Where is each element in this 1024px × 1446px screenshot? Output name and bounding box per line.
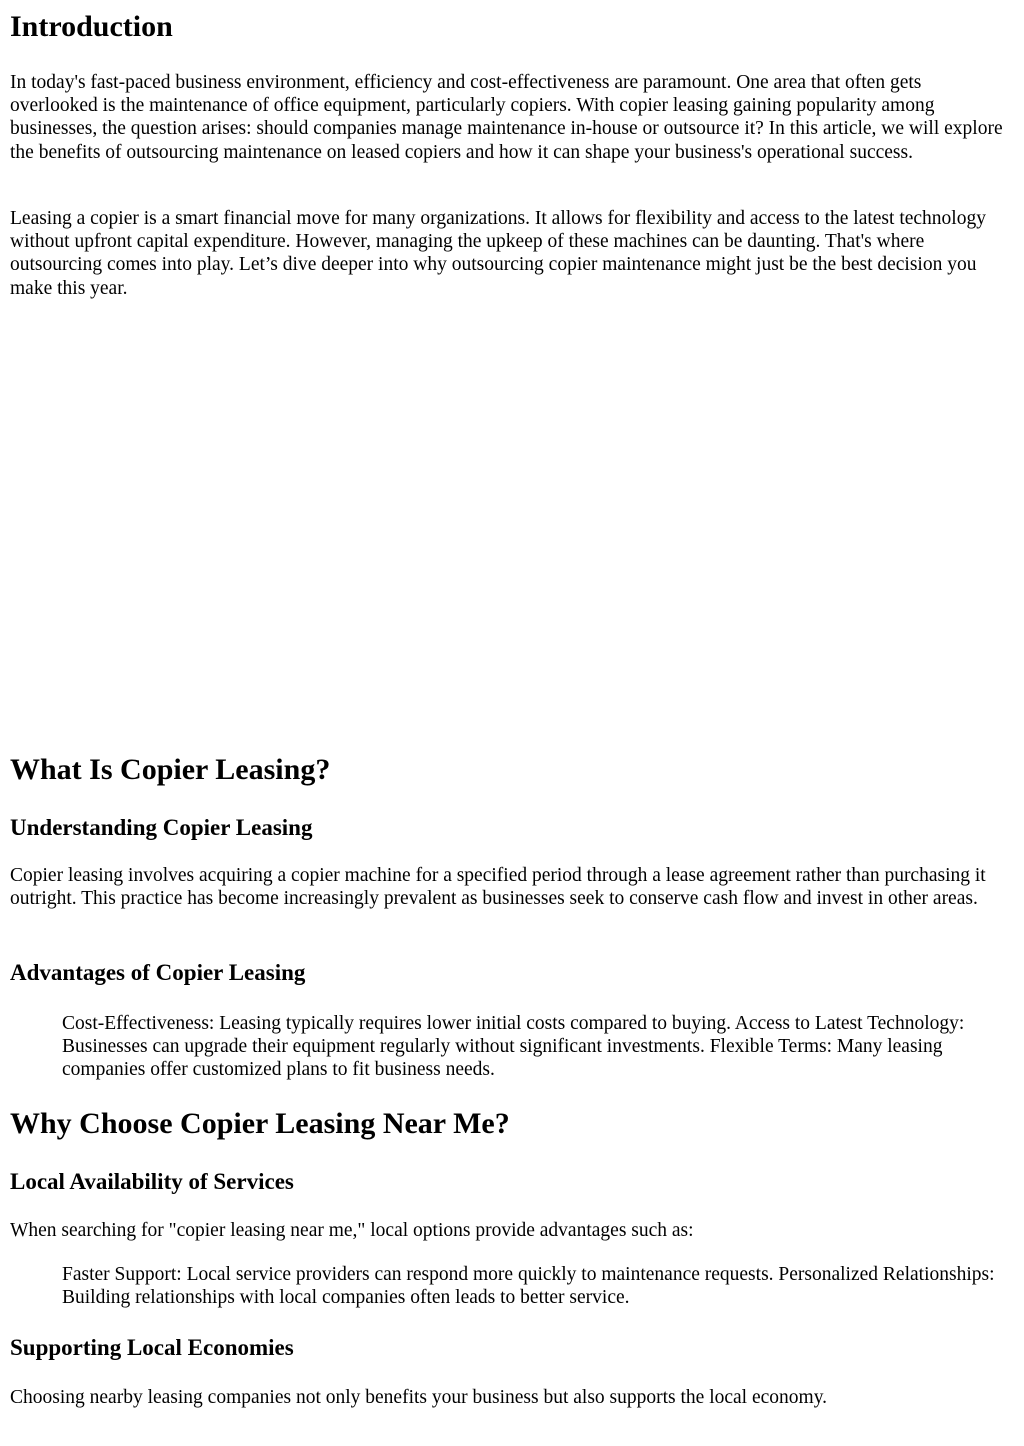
introduction-heading: Introduction bbox=[10, 10, 173, 43]
what-is-copier-leasing-heading: What Is Copier Leasing? bbox=[10, 753, 331, 786]
advantages-heading: Advantages of Copier Leasing bbox=[10, 960, 306, 985]
supporting-local-economies-paragraph: Choosing nearby leasing companies not only benefits your business but also supports the local economy. bbox=[10, 1387, 828, 1408]
why-choose-near-me-heading: Why Choose Copier Leasing Near Me? bbox=[10, 1107, 510, 1140]
understanding-copier-leasing-paragraph: Copier leasing involves acquiring a copier machine for a specified period through a lease agreement rather than purchasing it outright. This practice has become increasingly prevalent as businesses seek to conserve cash flow and invest in other areas. bbox=[10, 865, 986, 910]
local-availability-heading: Local Availability of Services bbox=[10, 1169, 294, 1194]
local-availability-paragraph: When searching for "copier leasing near me," local options provide advantages such as: bbox=[10, 1220, 694, 1241]
local-availability-list-text: Faster Support: Local service providers can respond more quickly to maintenance requests. Personalized Relationships: Building relationships with local companies often leads to better service. bbox=[62, 1264, 995, 1309]
introduction-paragraph-1: In today's fast-paced business environment, efficiency and cost-effectiveness are paramount. One area that often gets overlooked is the maintenance of office equipment, particularly copiers. With copier leasing gaining popularity among businesses, the question arises: should companies manage maintenance in-house or outsource it? In this article, we will explore the benefits of outsourcing maintenance on leased copiers and how it can shape your business's operational success. bbox=[10, 72, 1003, 163]
supporting-local-economies-heading: Supporting Local Economies bbox=[10, 1335, 294, 1360]
introduction-paragraph-2: Leasing a copier is a smart financial move for many organizations. It allows for flexibility and access to the latest technology without upfront capital expenditure. However, managing the upkeep of these machines can be daunting. That's where outsourcing comes into play. Let’s dive deeper into why outsourcing copier maintenance might just be the best decision you make this year. bbox=[10, 208, 986, 299]
advantages-list-text: Cost-Effectiveness: Leasing typically requires lower initial costs compared to buying. Access to Latest Technology: Businesses can upgrade their equipment regularly without significant investments. Flexible Terms: Many leasing companies offer customized plans to fit business needs. bbox=[62, 1013, 965, 1081]
understanding-copier-leasing-heading: Understanding Copier Leasing bbox=[10, 815, 313, 840]
